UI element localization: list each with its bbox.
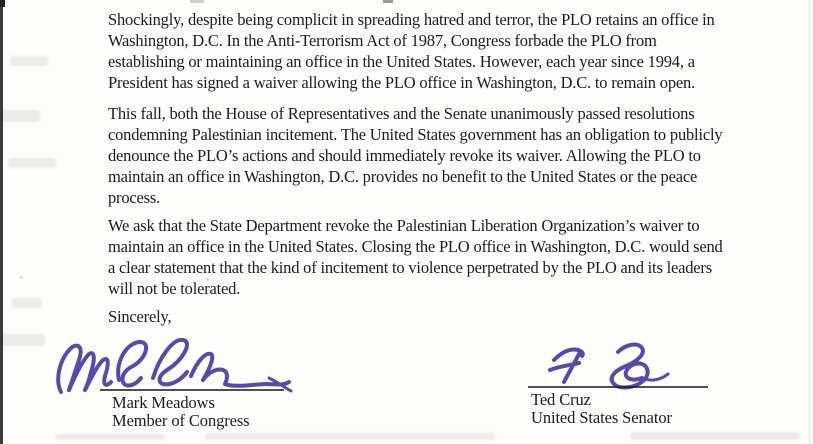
letter-line: will not be tolerated. <box>108 279 241 298</box>
scan-artifact <box>0 334 45 346</box>
scan-artifact <box>0 110 40 122</box>
letter-line: maintain an office in Washington, D.C. provides no benefit to the United States or the peace <box>108 167 698 186</box>
letter-line: process. <box>108 188 161 207</box>
letter-paragraph <box>108 103 798 208</box>
scan-artifact <box>12 298 42 308</box>
letter-line: Shockingly, despite being complicit in spreading hatred and terror, the PLO retains an office in <box>108 10 715 29</box>
scan-artifact <box>20 276 23 279</box>
scan-artifact <box>205 433 495 440</box>
letter-line: President has signed a waiver allowing the PLO office in Washington, D.C. to remain open. <box>108 73 695 92</box>
scan-artifact <box>10 56 48 66</box>
letter-line: establishing or maintaining an office in the United States. However, each year since 1994, a <box>108 52 695 71</box>
closing-salutation: Sincerely, <box>108 307 172 326</box>
letter-line: condemning Palestinian incitement. The United States government has an obligation to publicly <box>108 125 723 144</box>
letter-paragraph <box>108 215 798 299</box>
scan-edge-right <box>809 0 810 444</box>
scan-artifact <box>383 0 393 3</box>
letter-line: denounce the PLO’s actions and should immediately revoke its waiver. Allowing the PLO to <box>108 146 701 165</box>
scan-artifact <box>190 0 204 3</box>
letter-line: Washington, D.C. In the Anti-Terrorism Act of 1987, Congress forbade the PLO from <box>108 31 657 50</box>
letter-line: a clear statement that the kind of incitement to violence perpetrated by the PLO and its leaders <box>108 258 712 277</box>
signer-name: Ted Cruz <box>531 390 591 409</box>
signer-title: Member of Congress <box>112 410 250 430</box>
signature-line <box>528 386 708 388</box>
signer-block <box>112 394 250 429</box>
scan-corner-mark <box>0 0 5 7</box>
signature-line <box>100 389 284 391</box>
letter-line: We ask that the State Department revoke the Palestinian Liberation Organization’s waiver to <box>108 216 700 235</box>
signer-title: United States Senator <box>531 407 672 427</box>
signer-block <box>531 391 672 426</box>
letter-line: maintain an office in the United States. Closing the PLO office in Washington, D.C. would send <box>108 237 723 256</box>
scan-artifact <box>55 434 165 440</box>
signature-ted-cruz <box>540 340 675 390</box>
letter-line: This fall, both the House of Representatives and the Senate unanimously passed resolutions <box>108 104 695 123</box>
letter-paragraph <box>108 9 798 93</box>
scan-edge-left <box>0 0 3 444</box>
scan-artifact <box>8 158 56 168</box>
letter-body <box>108 9 798 327</box>
scan-artifact <box>630 432 800 440</box>
signer-name: Mark Meadows <box>112 393 215 412</box>
